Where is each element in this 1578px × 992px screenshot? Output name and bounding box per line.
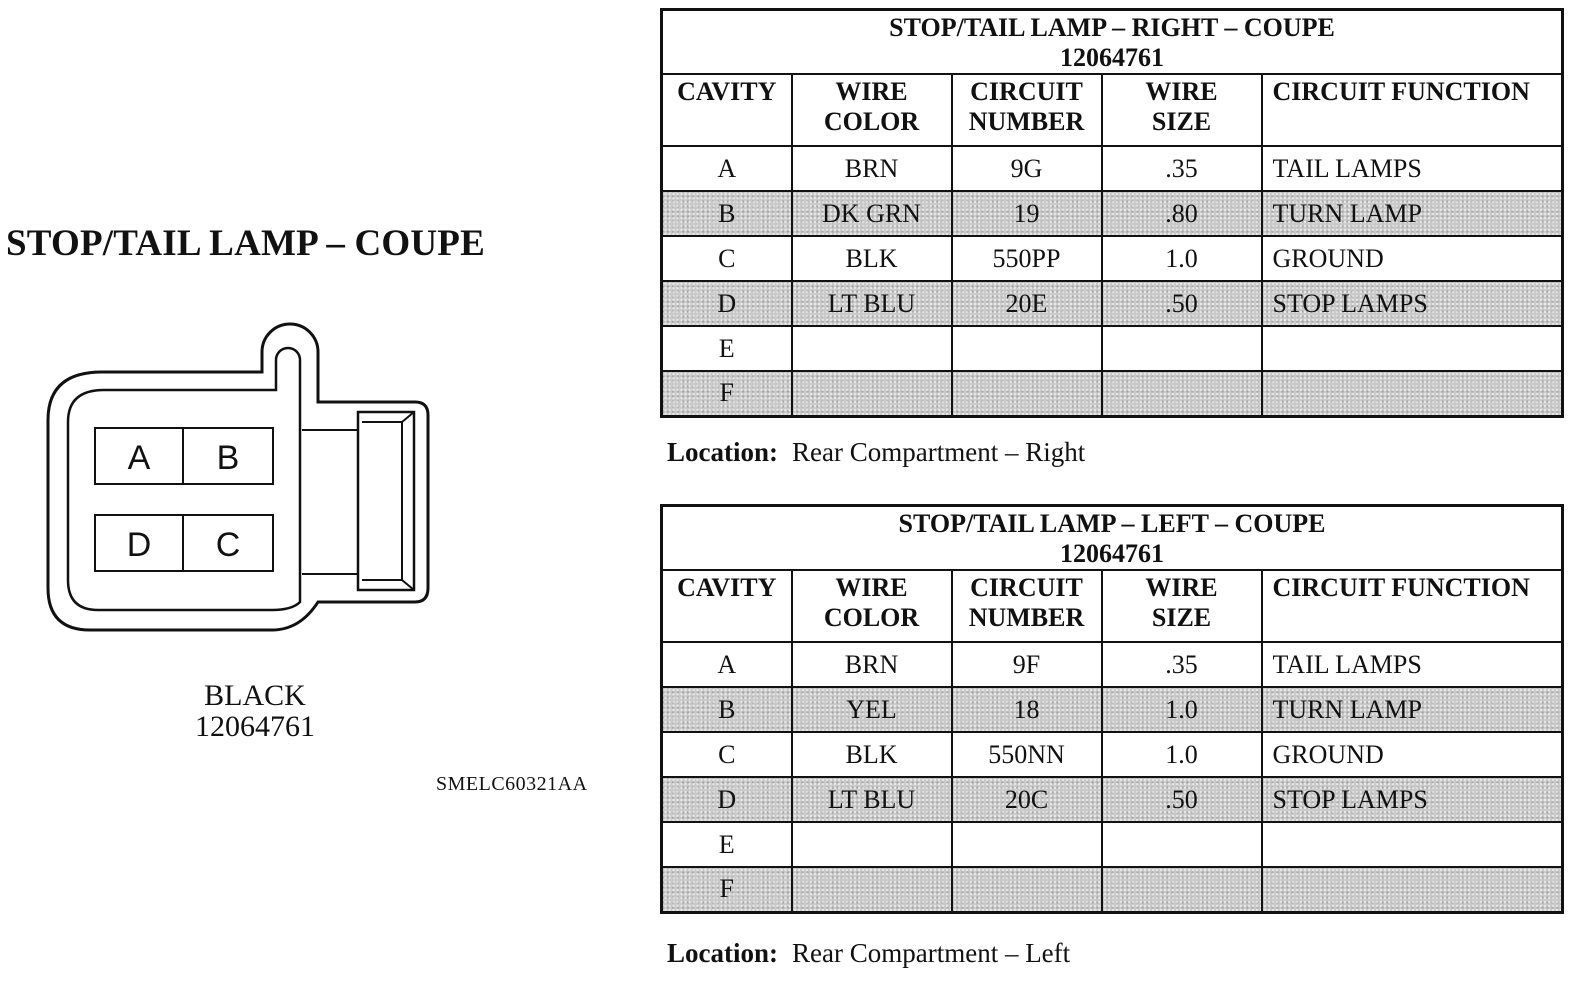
- cell-circuit-number: [952, 822, 1102, 867]
- cell-circuit-number: 19: [952, 191, 1102, 236]
- location-label: Location:: [667, 938, 778, 968]
- cell-cavity: D: [662, 281, 792, 326]
- cell-wire-color: [792, 822, 952, 867]
- cavity-c-label: C: [215, 526, 241, 564]
- cell-circuit-function: [1262, 371, 1563, 416]
- cell-circuit-function: TAIL LAMPS: [1262, 146, 1563, 191]
- cell-wire-size: 1.0: [1102, 687, 1262, 732]
- cell-wire-size: [1102, 867, 1262, 912]
- pinout-table-right: [660, 8, 1564, 418]
- header-circuit-number: CIRCUIT NUMBER: [952, 74, 1102, 146]
- cell-wire-color: LT BLU: [792, 281, 952, 326]
- pinout-table-left: [660, 504, 1564, 914]
- cell-circuit-function: GROUND: [1262, 732, 1563, 777]
- cell-circuit-function: STOP LAMPS: [1262, 777, 1563, 822]
- cell-wire-color: BLK: [792, 236, 952, 281]
- connector-color: BLACK: [204, 679, 306, 712]
- cell-wire-color: DK GRN: [792, 191, 952, 236]
- connector-part-number: 12064761: [195, 710, 315, 743]
- cell-wire-size: [1102, 371, 1262, 416]
- location-value: Rear Compartment – Left: [792, 938, 1071, 968]
- cavity-a-label: A: [127, 439, 151, 477]
- cell-wire-size: [1102, 326, 1262, 371]
- cell-wire-size: .35: [1102, 146, 1262, 191]
- cell-circuit-function: TURN LAMP: [1262, 191, 1563, 236]
- table-row: [662, 326, 1563, 371]
- cell-cavity: C: [662, 732, 792, 777]
- table-row: [662, 146, 1563, 191]
- location-right: [667, 437, 1085, 468]
- cell-cavity: B: [662, 687, 792, 732]
- cell-wire-color: BRN: [792, 642, 952, 687]
- cell-circuit-function: [1262, 822, 1563, 867]
- table-title: [662, 10, 1563, 75]
- table-row: [662, 281, 1563, 326]
- cell-cavity: D: [662, 777, 792, 822]
- location-label: Location:: [667, 437, 778, 467]
- location-value: Rear Compartment – Right: [792, 437, 1086, 467]
- cell-cavity: C: [662, 236, 792, 281]
- cell-cavity: A: [662, 146, 792, 191]
- cell-circuit-number: 18: [952, 687, 1102, 732]
- cell-wire-color: YEL: [792, 687, 952, 732]
- table-row: [662, 371, 1563, 416]
- cell-circuit-number: [952, 371, 1102, 416]
- header-circuit-function: CIRCUIT FUNCTION: [1262, 570, 1563, 642]
- cavity-d-label: D: [126, 526, 152, 564]
- table-row: [662, 732, 1563, 777]
- cell-circuit-number: [952, 326, 1102, 371]
- cell-wire-color: BLK: [792, 732, 952, 777]
- header-circuit-function: CIRCUIT FUNCTION: [1262, 74, 1563, 146]
- cell-cavity: B: [662, 191, 792, 236]
- cell-wire-size: 1.0: [1102, 732, 1262, 777]
- cell-cavity: F: [662, 371, 792, 416]
- table-title-text: STOP/TAIL LAMP – LEFT – COUPE: [898, 509, 1326, 538]
- cell-wire-size: .50: [1102, 777, 1262, 822]
- cell-wire-color: [792, 867, 952, 912]
- cell-circuit-function: [1262, 326, 1563, 371]
- cell-cavity: F: [662, 867, 792, 912]
- header-cavity: CAVITY: [662, 74, 792, 146]
- header-wire-color: WIRE COLOR: [792, 570, 952, 642]
- cell-cavity: E: [662, 326, 792, 371]
- cell-circuit-number: 550NN: [952, 732, 1102, 777]
- cell-wire-size: .80: [1102, 191, 1262, 236]
- table-title-text: STOP/TAIL LAMP – RIGHT – COUPE: [889, 13, 1335, 42]
- cell-circuit-number: [952, 867, 1102, 912]
- cell-circuit-function: GROUND: [1262, 236, 1563, 281]
- cell-wire-color: BRN: [792, 146, 952, 191]
- cell-circuit-function: TAIL LAMPS: [1262, 642, 1563, 687]
- header-wire-size: WIRE SIZE: [1102, 570, 1262, 642]
- table-part-number: 12064761: [1060, 43, 1165, 72]
- cell-circuit-function: STOP LAMPS: [1262, 281, 1563, 326]
- cell-wire-size: .35: [1102, 642, 1262, 687]
- cell-circuit-number: 9G: [952, 146, 1102, 191]
- cell-circuit-number: 550PP: [952, 236, 1102, 281]
- table-part-number: 12064761: [1060, 539, 1164, 568]
- cavity-b-label: B: [216, 439, 240, 477]
- cell-cavity: E: [662, 822, 792, 867]
- table-title: [662, 506, 1563, 571]
- cell-circuit-function: [1262, 867, 1563, 912]
- cell-wire-color: LT BLU: [792, 777, 952, 822]
- header-wire-color: WIRE COLOR: [792, 74, 952, 146]
- cell-wire-size: .50: [1102, 281, 1262, 326]
- figure-code: SMELC60321AA: [436, 773, 588, 795]
- table-row: [662, 642, 1563, 687]
- header-cavity: CAVITY: [662, 570, 792, 642]
- table-row: [662, 191, 1563, 236]
- table-row: [662, 867, 1563, 912]
- table-row: [662, 236, 1563, 281]
- location-left: [667, 938, 1070, 969]
- header-wire-size: WIRE SIZE: [1102, 74, 1262, 146]
- cell-wire-color: [792, 371, 952, 416]
- cell-circuit-number: 20E: [952, 281, 1102, 326]
- table-row: [662, 777, 1563, 822]
- connector-latch: [358, 412, 414, 590]
- cell-circuit-number: 9F: [952, 642, 1102, 687]
- cell-cavity: A: [662, 642, 792, 687]
- page-title: STOP/TAIL LAMP – COUPE: [6, 223, 485, 264]
- cell-wire-size: [1102, 822, 1262, 867]
- connector-diagram: [40, 312, 440, 642]
- cell-wire-size: 1.0: [1102, 236, 1262, 281]
- cell-circuit-function: TURN LAMP: [1262, 687, 1563, 732]
- table-row: [662, 687, 1563, 732]
- cell-circuit-number: 20C: [952, 777, 1102, 822]
- table-row: [662, 822, 1563, 867]
- cell-wire-color: [792, 326, 952, 371]
- header-circuit-number: CIRCUIT NUMBER: [952, 570, 1102, 642]
